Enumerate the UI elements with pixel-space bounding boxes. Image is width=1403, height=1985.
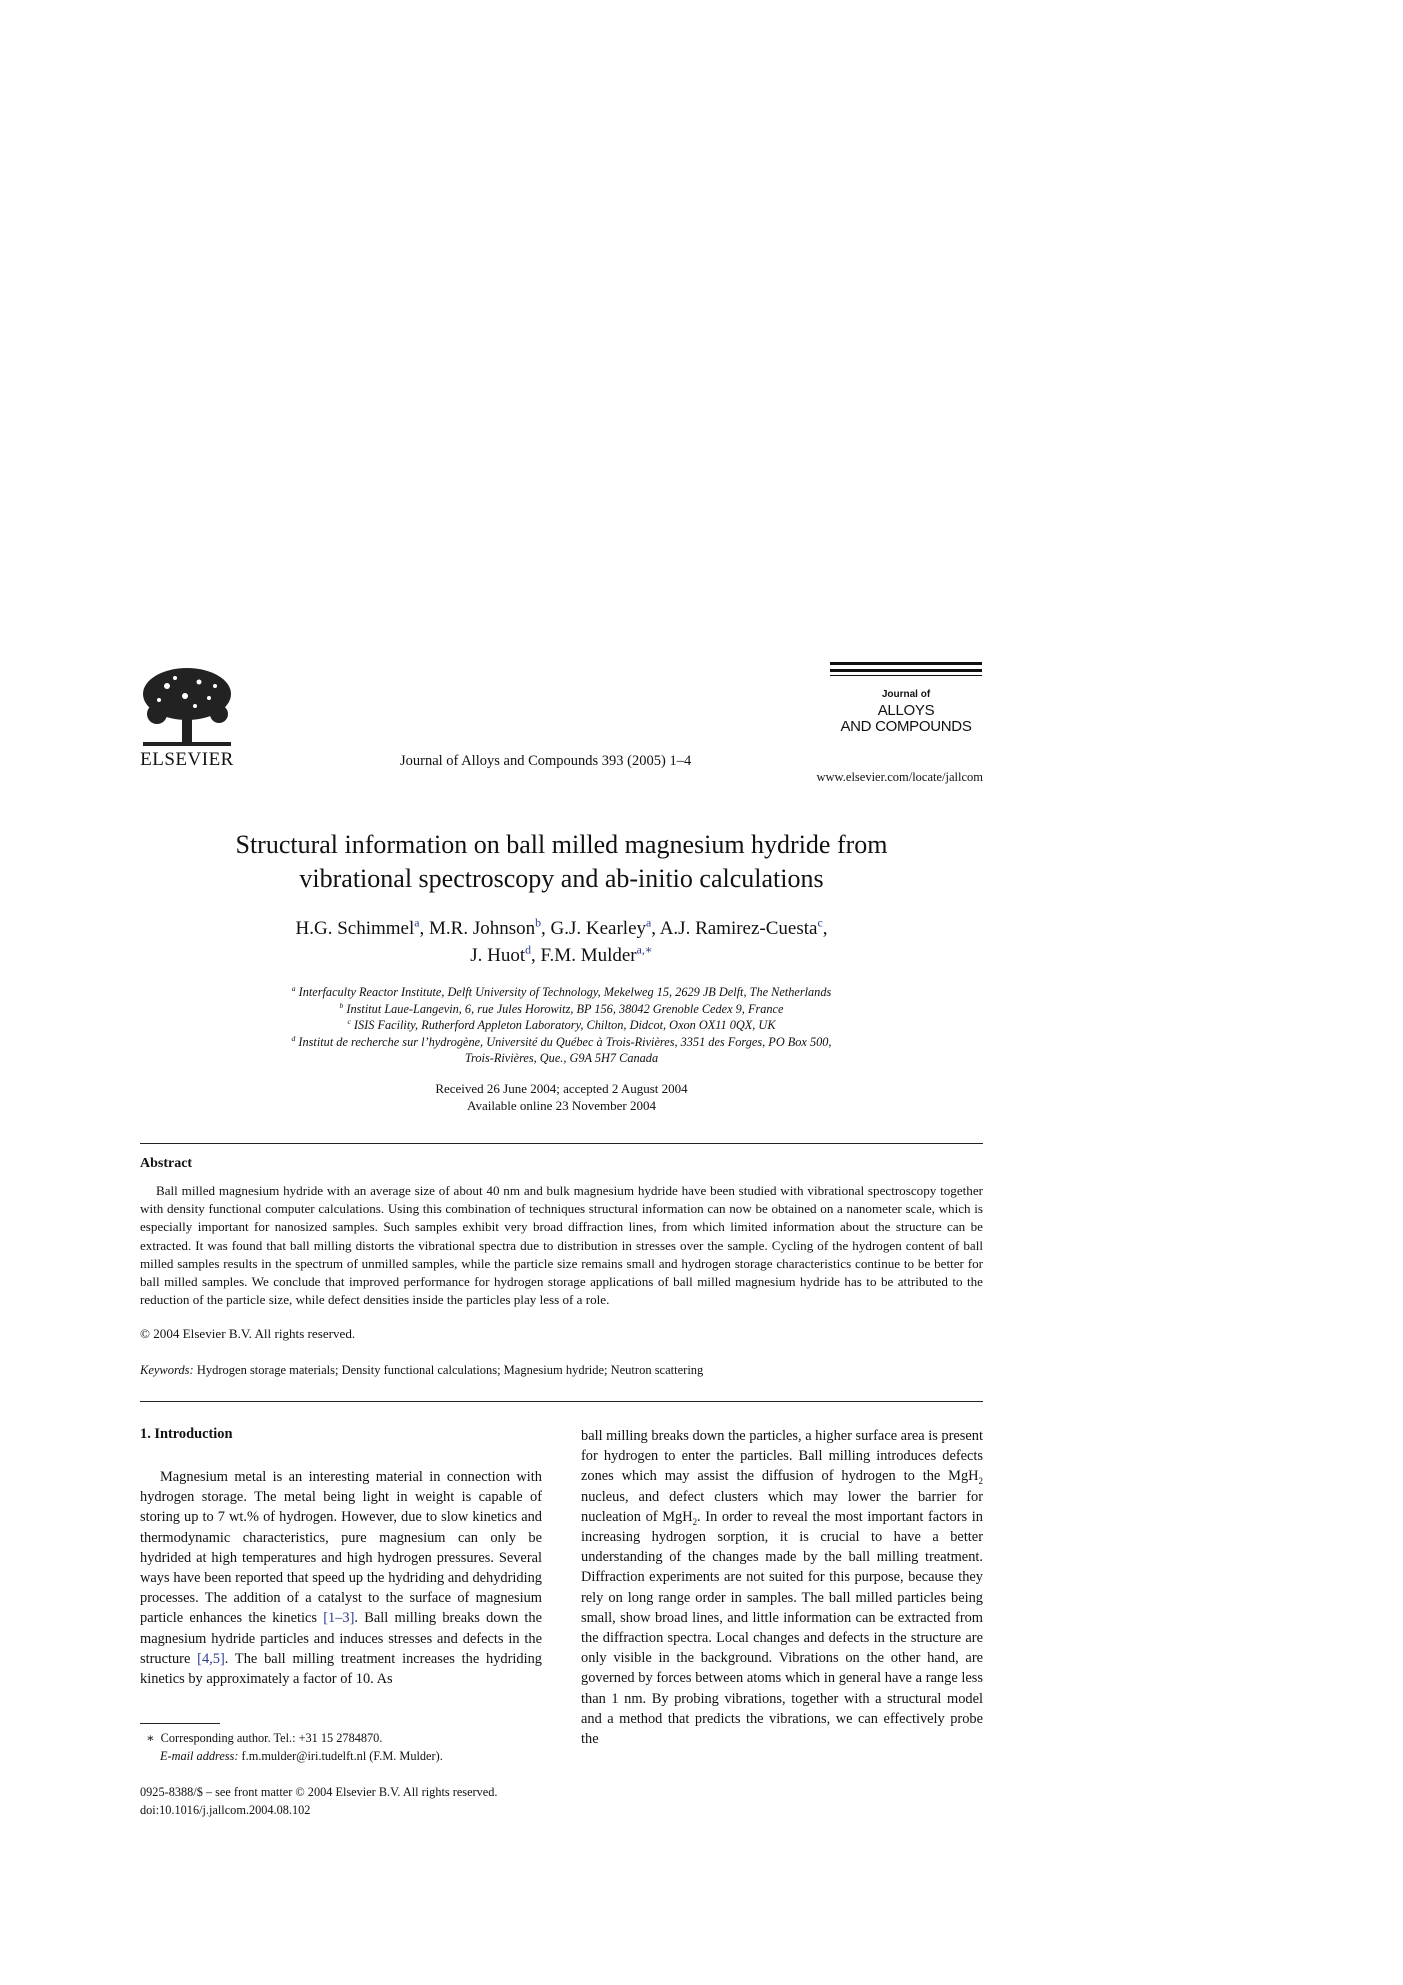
affiliation-item: $^d$ Institut de recherche sur l’hydrogène, Université du Québec à Trois-Rivières, 3351 des Forges, PO Box 500, [291, 1033, 832, 1049]
author-name: H.G. Schimmel [295, 918, 415, 939]
author-list [140, 915, 983, 969]
footnote-divider [140, 1723, 220, 1724]
publisher-name: ELSEVIER [140, 749, 234, 770]
paper-title [140, 828, 983, 896]
author-name: A.J. Ramirez-Cuesta [659, 918, 818, 939]
author-affil-link[interactable]: b [535, 916, 542, 930]
email-address[interactable]: f.m.mulder@iri.tudelft.nl (F.M. Mulder). [241, 1748, 443, 1763]
author-name: M.R. Johnson [429, 918, 536, 939]
keywords-text: Hydrogen storage materials; Density functional calculations; Magnesium hydride; Neutron scattering [196, 1363, 704, 1377]
body-column-left [140, 1467, 542, 1689]
author-name: J. Huot [470, 945, 526, 966]
journal-logo-small: Journal of [881, 689, 931, 700]
available-date: Available online 23 November 2004 [467, 1098, 656, 1113]
doi-line[interactable]: doi:10.1016/j.jallcom.2004.08.102 [140, 1802, 311, 1817]
author-name: G.J. Kearley [550, 918, 647, 939]
front-matter [140, 1784, 560, 1819]
affiliation-item: $^c$ ISIS Facility, Rutherford Appleton Laboratory, Chilton, Didcot, Oxon OX11 0QX, UK [347, 1016, 776, 1032]
citation-link[interactable]: [1–3] [323, 1610, 355, 1627]
journal-logo-icon [830, 662, 982, 740]
title-line-1: Structural information on ball milled magnesium hydride from [235, 830, 888, 859]
keywords [140, 1363, 983, 1378]
paragraph: Magnesium metal is an interesting material in connection with hydrogen storage. The metal being light in weight is capable of storing up to 7 wt.% of hydrogen. However, due to slow kinetics and thermodynamic characteristics, pure magnesium can only be hydrided at high temperatures and high hydrogen pressures. Several ways have been reported that speed up the hydriding and dehydriding processes. The addition of a catalyst to the surface of magnesium particle enhances the kinetics [1–3]. Ball milling breaks down the magnesium hydride particles and induces stresses and defects in the structure [4,5]. The ball milling treatment increases the hydriding kinetics by approximately a factor of 10. As [140, 1469, 542, 1688]
corresponding-author-note: ∗ Corresponding author. Tel.: +31 15 2784870. [146, 1731, 383, 1745]
affiliation-item: $^b$ Institut Laue-Langevin, 6, rue Jules Horowitz, BP 156, 38042 Grenoble Cedex 9, France [339, 1000, 784, 1016]
abstract-copyright: © 2004 Elsevier B.V. All rights reserved. [140, 1326, 356, 1341]
affiliation-item: $^a$ Interfaculty Reactor Institute, Delft University of Technology, Mekelweg 15, 2629 JB Delft, The Netherlands [291, 983, 832, 999]
section-heading-introduction: 1. Introduction [140, 1426, 233, 1442]
abstract-heading: Abstract [140, 1156, 193, 1171]
affiliations [140, 984, 983, 1067]
author-affil-link[interactable]: d [525, 943, 531, 957]
paragraph: ball milling breaks down the particles, a higher surface area is present for hydrogen to enter the particles. Ball milling introduces defects zones which may assist the diffusion of hydrogen to the MgH$_2$ nucleus, and defect clusters which may lower the barrier for nucleation of MgH$_2$. In order to reveal the most important factors in increasing hydrogen sorption, it is crucial to have a better understanding of the changes made by the ball milling treatment. Diffraction experiments are not suited for this purpose, because they rely on long range order in samples. The ball milled particles being small, show broad lines, and little information can be extracted from the diffraction spectra. Local changes and defects in the structure are only visible in the background. Vibrations on the other hand, are governed by forces between atoms which in general have a range less than 1 nm. By probing vibrations, together with a structural model and a method that predicts the vibrations, we can effectively probe the [581, 1428, 983, 1748]
keywords-label: Keywords: [140, 1363, 194, 1377]
journal-url[interactable]: www.elsevier.com/locate/jallcom [816, 770, 983, 784]
email-note: E-mail address: f.m.mulder@iri.tudelft.nl (F.M. Mulder). [160, 1748, 443, 1763]
author-affil-link[interactable]: a [414, 916, 420, 930]
issn-line: 0925-8388/$ – see front matter © 2004 Elsevier B.V. All rights reserved. [140, 1785, 498, 1799]
title-line-2: vibrational spectroscopy and ab-initio calculations [299, 864, 824, 893]
received-date: Received 26 June 2004; accepted 2 August 2004 [435, 1081, 688, 1096]
journal-citation: Journal of Alloys and Compounds 393 (2005) 1–4 [400, 753, 692, 769]
footnotes [140, 1730, 560, 1765]
journal-logo-line2: AND COMPOUNDS [840, 718, 972, 735]
author-line-1: H.G. Schimmel$^a$, M.R. Johnson$^b$, G.J. Kearley$^a$, A.J. Ramirez-Cuesta$^c$, [295, 916, 828, 939]
article-dates [140, 1080, 983, 1114]
author-affil-link[interactable]: c [817, 916, 823, 930]
author-affil-link[interactable]: a,∗ [636, 943, 653, 957]
citation-link[interactable]: [4,5] [197, 1650, 225, 1667]
body-column-right [581, 1426, 983, 1749]
abstract-body: Ball milled magnesium hydride with an average size of about 40 nm and bulk magnesium hydride have been studied with vibrational spectroscopy together with density functional computer calculations. Using this combination of techniques structural information can now be obtained on a nanometer scale, which is especially important for nanosized samples. Such samples exhibit very broad diffraction lines, from which limited information about the structure can be extracted. It was found that ball milling distorts the vibrational spectra due to distribution in stresses over the sample. Cycling of the hydrogen content of ball milled samples results in the spectrum of unmilled samples, while the particle size remains small and hydrogen storage characteristics continue to be better for ball milled samples. We conclude that improved performance for hydrogen storage applications of ball milled magnesium hydride has to be attributed to the reduction of the particle size, while defect densities inside the particles play less of a role. [140, 1183, 983, 1308]
author-affil-link[interactable]: a [646, 916, 652, 930]
divider [140, 1143, 983, 1144]
author-line-2: J. Huot$^d$, F.M. Mulder$^{a,∗}$ [470, 943, 653, 966]
author-name: F.M. Mulder [540, 945, 637, 966]
affiliation-item: Trois-Rivières, Que., G9A 5H7 Canada [464, 1051, 659, 1065]
journal-logo-line1: ALLOYS [877, 702, 935, 719]
divider [140, 1401, 983, 1402]
